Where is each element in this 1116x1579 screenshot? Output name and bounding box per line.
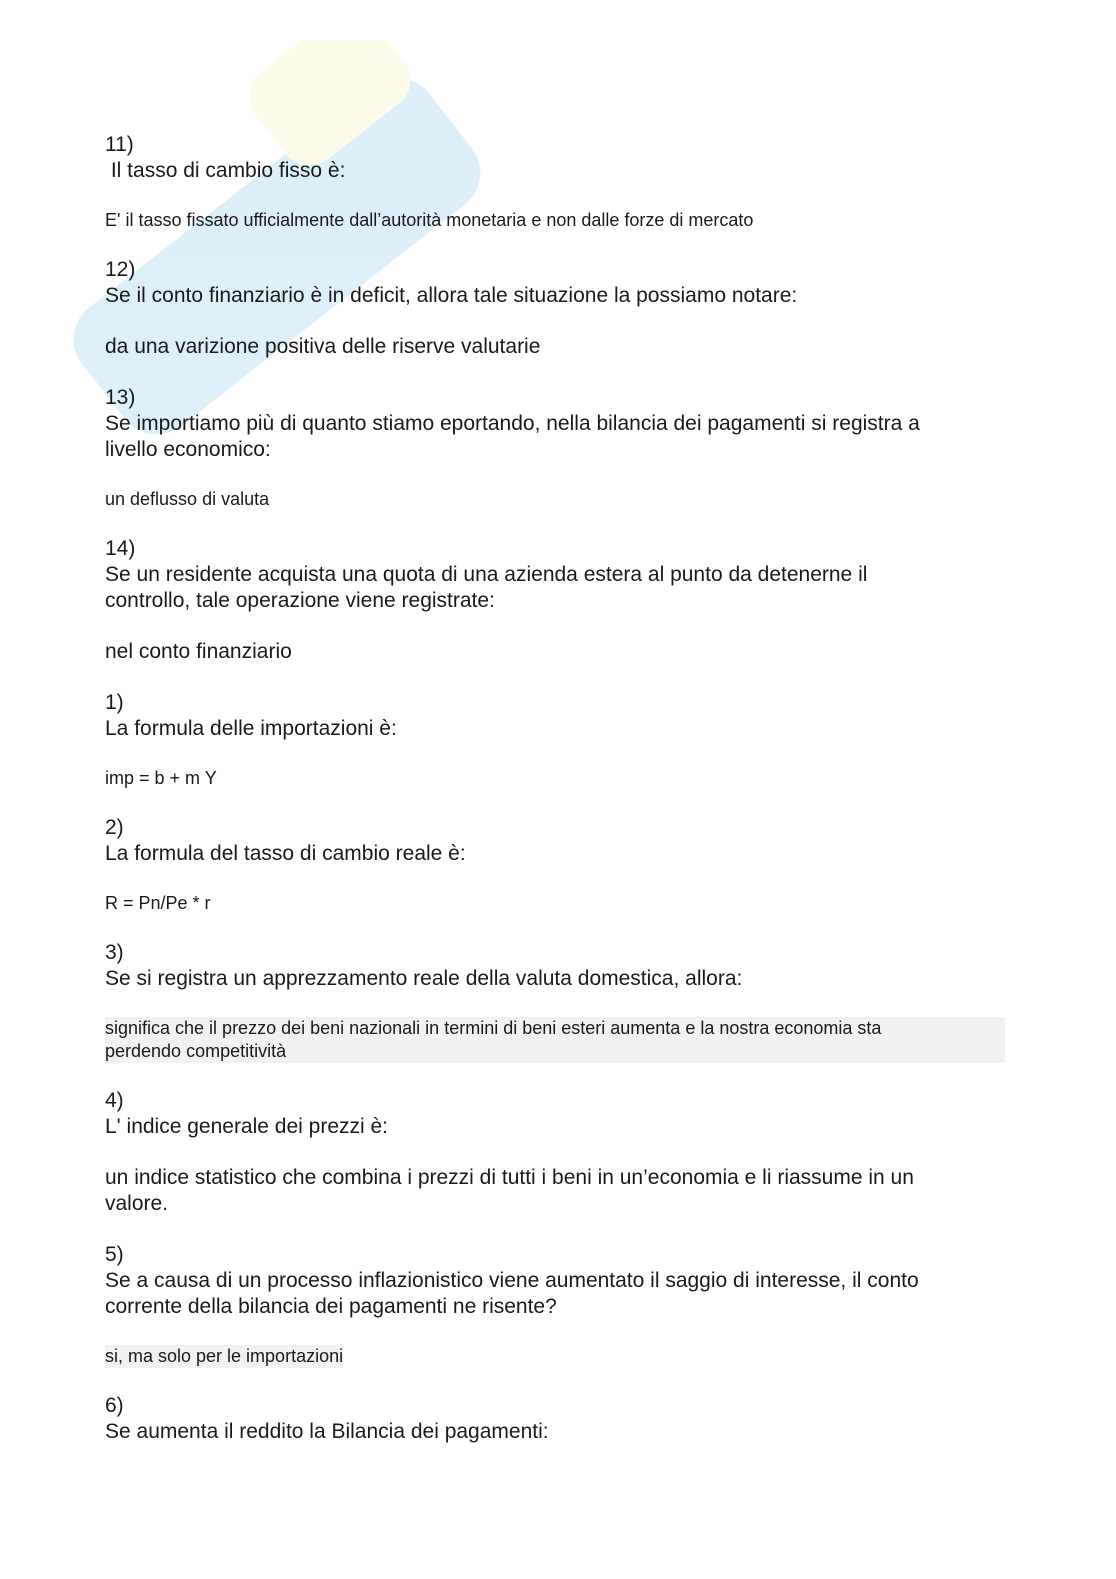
- qa-item-6: [105, 1393, 1005, 1445]
- qa-item-3: [105, 940, 1005, 1063]
- qa-item-12: [105, 257, 1005, 360]
- question-text: L' indice generale dei prezzi è:: [105, 1115, 389, 1138]
- question-number: 6): [105, 1394, 124, 1417]
- qa-item-4: [105, 1088, 1005, 1217]
- question-text: Se un residente acquista una quota di una azienda estera al punto da detenerne il controllo, tale operazione viene registrate:: [105, 563, 868, 612]
- answer-text: nel conto finanziario: [105, 640, 292, 663]
- question-text: La formula delle importazioni è:: [105, 717, 397, 740]
- qa-item-5: [105, 1242, 1005, 1368]
- question-number: 12): [105, 258, 136, 281]
- question-number: 14): [105, 537, 136, 560]
- answer-text: un indice statistico che combina i prezzi di tutti i beni in un’economia e li riassume in un valore.: [105, 1166, 914, 1215]
- answer-text: da una varizione positiva delle riserve valutarie: [105, 335, 541, 358]
- qa-item-2: [105, 815, 1005, 915]
- question-number: 13): [105, 386, 136, 409]
- qa-item-13: [105, 385, 1005, 511]
- answer-text: R = Pn/Pe * r: [105, 893, 211, 913]
- question-number: 2): [105, 816, 124, 839]
- qa-item-14: [105, 536, 1005, 665]
- question-text: La formula del tasso di cambio reale è:: [105, 842, 466, 865]
- question-text: Se importiamo più di quanto stiamo eportando, nella bilancia dei pagamenti si registra a livello economico:: [105, 412, 920, 461]
- question-text: Se a causa di un processo inflazionistico viene aumentato il saggio di interesse, il conto corrente della bilancia dei pagamenti ne risente?: [105, 1269, 919, 1318]
- question-text: Se il conto finanziario è in deficit, allora tale situazione la possiamo notare:: [105, 284, 798, 307]
- question-number: 5): [105, 1243, 124, 1266]
- question-number: 1): [105, 691, 124, 714]
- qa-item-11: [105, 132, 1005, 232]
- document-page: [105, 132, 1005, 1445]
- answer-text: si, ma solo per le importazioni: [105, 1346, 344, 1366]
- question-number: 3): [105, 941, 124, 964]
- question-number: 4): [105, 1089, 124, 1112]
- question-text: Il tasso di cambio fisso è:: [105, 159, 346, 182]
- question-number: 11): [105, 133, 134, 156]
- answer-text: un deflusso di valuta: [105, 489, 270, 509]
- answer-text: E' il tasso fissato ufficialmente dall’autorità monetaria e non dalle forze di mercato: [105, 210, 754, 230]
- answer-text: significa che il prezzo dei beni nazionali in termini di beni esteri aumenta e la nostra economia sta perdendo competitività: [105, 1017, 1005, 1063]
- answer-text: imp = b + m Y: [105, 768, 217, 788]
- question-text: Se si registra un apprezzamento reale della valuta domestica, allora:: [105, 967, 743, 990]
- question-text: Se aumenta il reddito la Bilancia dei pagamenti:: [105, 1420, 549, 1443]
- qa-item-1: [105, 690, 1005, 790]
